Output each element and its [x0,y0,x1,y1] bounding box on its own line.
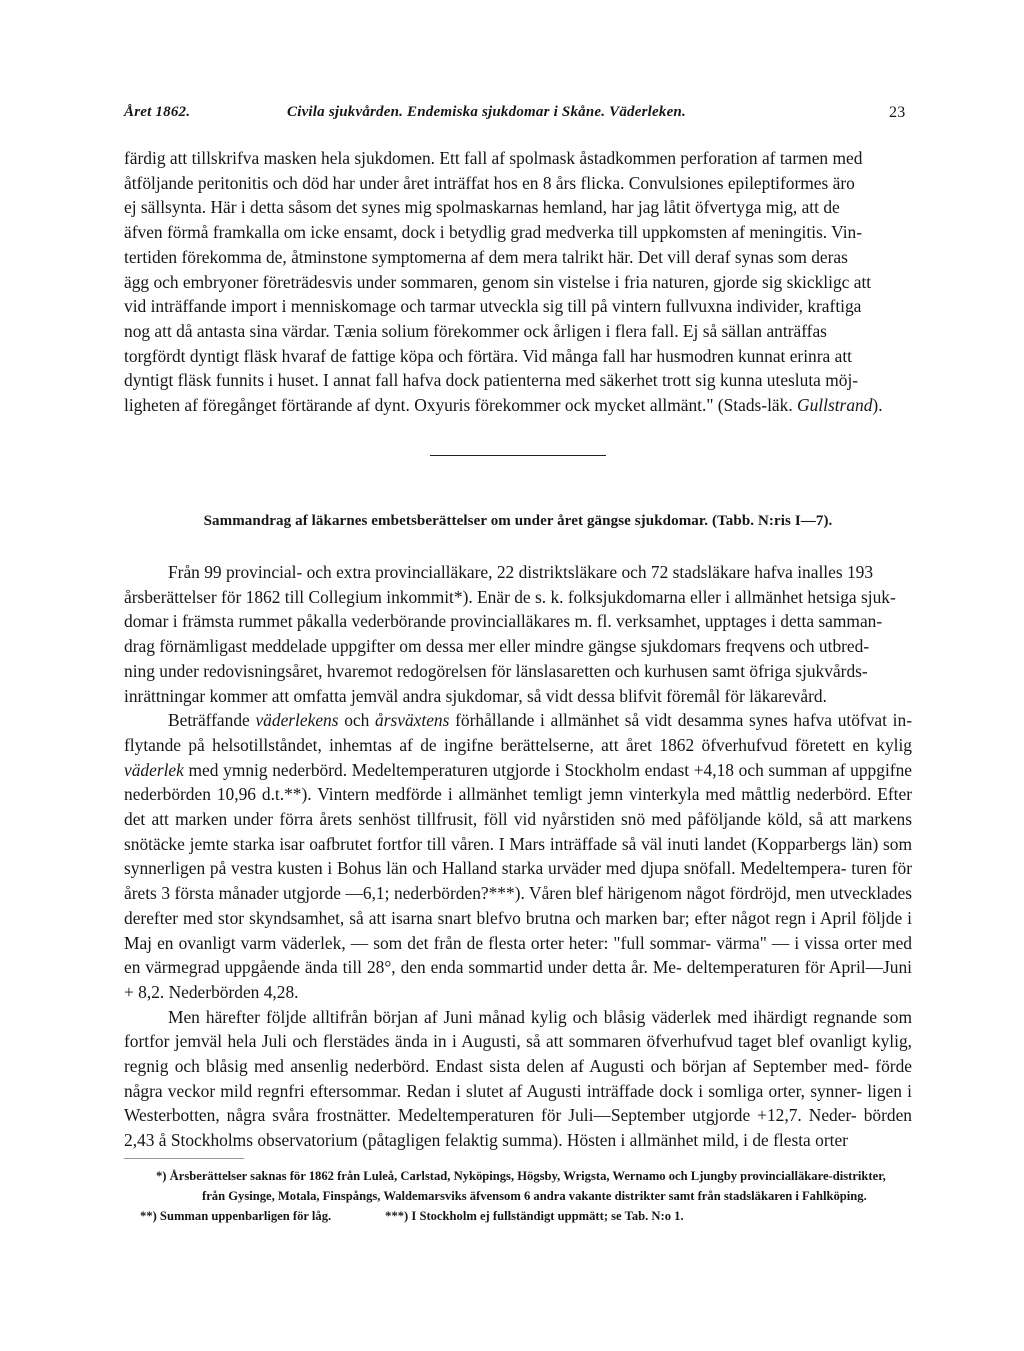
footnote-1-line-2: från Gysinge, Motala, Finspångs, Waldemarsviks äfvensom 6 andra vakante distrikter samt från stadsläkaren i Fahlköping. [202,1189,867,1203]
section-heading: Sammandrag af läkarnes embetsberättelser om under året gängse sjukdomar. (Tabb. N:ris I—7). [203,513,833,529]
top-line: dyntigt fläsk funnits i huset. I annat fall hafva dock patienterna med säkerhet trott sig kunna utesluta möj- [124,370,859,391]
top-line: vid inträffande import i menniskomage och tarmar utveckla sig till på vintern fullvuxna individer, kraftiga [124,296,862,317]
p2-text: Beträffande [168,710,256,731]
footnote-1-line-1: *) Årsberättelser saknas för 1862 från Luleå, Carlstad, Nyköpings, Högsby, Wrigsta, Wernamo och Ljungby provincialläkare-distrikter, [156,1169,886,1183]
paragraph-1-line: drag förnämligast meddelade uppgifter om dessa mer eller mindre gängse sjukdomars freqvens och utbred- [124,636,870,657]
footnote-2: **) Summan uppenbarligen för låg. [140,1209,332,1223]
page-number: 23 [889,104,906,121]
top-line: nog att då antasta sina värdar. Tænia solium förekommer ock årligen i flera fall. Ej så sällan anträffas [124,320,827,341]
continued-text-block [124,146,912,418]
top-line: ligheten af föregånget förtärande af dynt. Oxyuris förekommer ock mycket allmänt." (Stads-läk. [124,395,798,416]
author-name: Gullstrand [797,395,873,416]
footnote-3: ***) I Stockholm ej fullständigt uppmätt; se Tab. N:o 1. [385,1209,684,1223]
paragraph-1-line: ning under redovisningsåret, hvaremot redogörelsen för länslasaretten och kurhusen samt öfriga sjukvårds- [124,660,868,681]
p2-italic: väderlek [124,759,184,780]
paragraph-3: Men härefter följde alltifrån början af Juni månad kylig och blåsig väderlek med ihärdigt regnande som fortfor jemväl hela Juli och flerstädes ända in i Augusti, så att sommaren öfverhufvud taget blef ovanligt kylig, regnig och blåsig med ansenlig nederbörd. Endast sista delen af Augusti och början af September med- förde några veckor mild regnfri eftersommar. Redan i slutet af Augusti inträffade dock i somliga orter, synner- ligen i Westerbotten, några svåra frostnätter. Medeltemperaturen för Juli—September utgjorde +12,7. Neder- börden 2,43 å Stockholms observatorium (påtagligen felaktig summa). Hösten i allmänhet mild, i de flesta orter [124,1006,912,1151]
paragraph-1-line: domar i främsta rummet påkalla vederbörande provincialläkares m. fl. verksamhet, upptages i detta samman- [124,611,883,632]
footnotes [124,1166,944,1226]
p2-italic: väderlekens [255,710,339,731]
top-line: färdig att tillskrifva masken hela sjukdomen. Ett fall af spolmask åstadkommen perforation af tarmen med [124,148,863,168]
footnote-divider [124,1158,244,1159]
main-text-block [124,560,912,1153]
top-line: ägg och embryoner företrädesvis under sommaren, genom sin vistelse i fria naturen, gjorde sig skickligc att [124,271,872,292]
paragraph-2 [124,708,912,1004]
running-header [0,104,1024,128]
paragraph-1-line: Från 99 provincial- och extra provincialläkare, 22 distriktsläkare och 72 stadsläkare hafva inalles 193 [168,562,874,582]
footnote-row [124,1206,944,1226]
p2-text: förhållande i allmänhet så vidt desamma synes hafva utöfvat in- flytande på helsotillståndet, inhemtas af de ingifne berättelserne, att året 1862 öfverhufvud företett en kylig [124,710,912,755]
top-line: åtföljande peritonitis och död har under året inträffat hos en 8 års flicka. Convulsiones epileptiformes äro [124,172,855,193]
top-line: ej sällsynta. Här i detta såsom det synes mig spolmaskarnas hemland, har jag låtit öfvertyga mig, att de [124,197,840,218]
top-line: äfven förmå framkalla om icke ensamt, dock i betydlig grad medverka till uppkomsten af meningitis. Vin- [124,222,863,243]
p2-text: och [338,710,376,731]
header-sections: Civila sjukvården. Endemiska sjukdomar i Skåne. Väderleken. [287,104,686,120]
top-line-last [124,393,912,418]
paragraph-1-line: inrättningar kommer att omfatta jemväl andra sjukdomar, så vidt dessa blifvit föremål för läkarevård. [124,685,827,706]
section-divider [430,455,606,456]
p2-italic: årsväxtens [375,710,450,731]
paragraph-1-line: årsberättelser för 1862 till Collegium inkommit*). Enär de s. k. folksjukdomarna eller i allmänhet hetsiga sjuk- [124,586,896,607]
top-line: torgfördt dyntigt fläsk hvaraf de fattige köpa och förtära. Vid många fall har husmodren kunnat erinra att [124,345,852,366]
closing-punct: ). [872,395,883,416]
top-line: tertiden förekomma de, åtminstone symptomerna af dem mera talrikt här. Det vill deraf synas som deras [124,246,848,267]
header-year: Året 1862. [124,104,191,120]
p2-text: med ymnig nederbörd. Medeltemperaturen utgjorde i Stockholm endast +4,18 och summan af uppgifne nederbörden 10,96 d.t.**). Vintern medförde i allmänhet temligt jemn vinterkyla med måttlig nederbörd. Efter det att marken under förra årets senhöst tillfrusit, föll vid nyårstiden snö med påföljande köld, så att markens snötäcke jemte starka isar oafbrutet fortfor till våren. I Mars inträffade så väl inuti landet (Kopparbergs län) som synnerligen på vestra kusten i Bohus län och Halland starka urväder med djupa snöfall. Medeltempera- turen för årets 3 första månader utgjorde —6,1; nederbörden?***). Våren blef härigenom något fördröjd, men utvecklades derefter med stor skyndsamhet, så att isarna snart blefvo brutna och marken bar; efter något regn i April följde i Maj en ovanligt varm väderlek, — som det från de flesta orter heter: "full sommar- värma" — i vissa orter med en värmegrad uppgående ända till 28°, den enda sommartid under detta år. Me- deltemperaturen för April—Juni + 8,2. Nederbörden 4,28. [124,759,912,1002]
